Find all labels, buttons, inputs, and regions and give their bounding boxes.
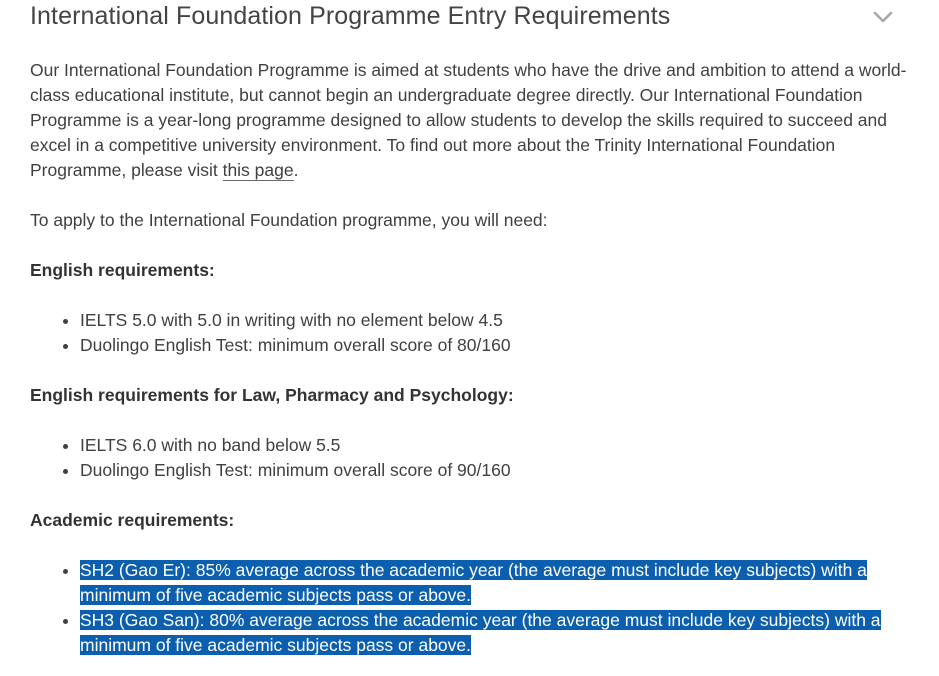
chevron-down-icon[interactable] xyxy=(872,8,894,26)
accordion-header[interactable] xyxy=(30,0,910,40)
academic-requirements-heading: Academic requirements: xyxy=(30,510,235,530)
english-law-requirements-list xyxy=(30,433,910,483)
accordion-body xyxy=(30,58,910,676)
list-item xyxy=(80,558,910,608)
list-item: • IELTS 5.0 with 5.0 in writing with no element below 4.5 xyxy=(80,308,910,333)
english-requirements-list xyxy=(30,308,910,358)
selected-text: SH3 (Gao San): 80% average across the academic year (the average must include key subjects) with a minimum of five academic subjects pass or above. xyxy=(80,610,881,655)
academic-requirements-list xyxy=(30,558,910,658)
english-law-requirements-heading: English requirements for Law, Pharmacy and Psychology: xyxy=(30,385,514,405)
list-item xyxy=(80,608,910,658)
accordion-panel xyxy=(30,0,910,655)
list-item: • IELTS 6.0 with no band below 5.5 xyxy=(80,433,910,458)
list-item: • Duolingo English Test: minimum overall score of 80/160 xyxy=(80,333,910,358)
this-page-link[interactable]: this page xyxy=(222,160,294,180)
list-item: • Duolingo English Test: minimum overall score of 90/160 xyxy=(80,458,910,483)
accordion-title[interactable]: International Foundation Programme Entry Requirements xyxy=(30,2,671,30)
selected-text: SH2 (Gao Er): 85% average across the academic year (the average must include key subjects) with a minimum of five academic subjects pass or above. xyxy=(80,560,867,605)
intro-paragraph: Our International Foundation Programme is aimed at students who have the drive and ambition to attend a world-class educational institute, but cannot begin an undergraduate degree directly. Our International Foundation Programme is a year-long programme designed to allow students to develop the skills required to succeed and excel in a competitive university environment. To find out more about the Trinity International Foundation Programme, please visit this page. xyxy=(30,60,907,180)
apply-text: To apply to the International Foundation programme, you will need: xyxy=(30,210,548,230)
english-requirements-heading: English requirements: xyxy=(30,260,215,280)
